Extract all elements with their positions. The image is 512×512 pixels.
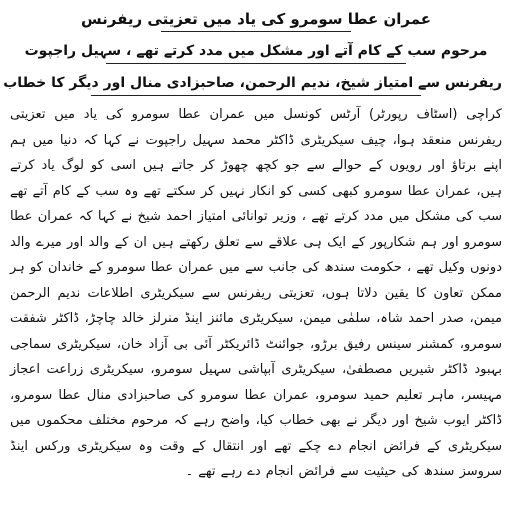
sub-headline-quote: مرحوم سب کے کام آتے اور مشکل میں مدد کرتے تھے ، سہیل راجپوت (24, 43, 488, 59)
article-body: کراچی (اسٹاف رپورٹر) آرٹس کونسل میں عمران عطا سومرو کی یاد میں تعزیتی ریفرنس منعقد ہوا، چیف سیکریٹری ڈاکٹر محمد سہیل راجپوت نے کہا کہ دنیا میں ہم اپنے برتاؤ اور رویوں کے حوالے سے جو کچھ چھوڑ کر جاتے ہیں اسی کو لوگ یاد کرتے ہیں، عمران عطا سومرو کبھی کسی کو انکار نہیں کر سکتے تھے وہ سب کے کام آتے تھے سب کی مشکل میں مدد کرتے تھے ، وزیر توانائی امتیاز احمد شیخ نے کہا کہ عمران عطا سومرو اور ہم شکارپور کے ایک ہی علاقے سے تعلق رکھتے ہیں ان کے والد اور میرے والد دونوں وکیل تھے ، حکومت سندھ کی جانب سے میں عمران عطا سومرو کے خاندان کو ہر ممکن تعاون کا یقین دلاتا ہوں، تعزیتی ریفرنس سے سیکریٹری اطلاعات ندیم الرحمن میمن، صدر احمد شاہ، سلمٰی میمن، سیکریٹری مائنز اینڈ منرلز خالد چاچڑ، ڈاکٹر شفقت سومرو، کمشنر سینس رفیق برڑو، جوائنٹ ڈائریکٹر آئی بی آزاد خان، سیکریٹری سماجی بہبود ڈاکٹر شیریں مصطفیٰ، سیکریٹری آبپاشی سہیل سومرو، سیکریٹری زراعت اعجاز مہیسر، ماہر تعلیم حمید سومرو، عمران عطا سومرو کی صاحبزادی منال عطا سومرو، ڈاکٹر ایوب شیخ اور دیگر نے بھی خطاب کیا، واضح رہے کہ مرحوم مختلف محکموں میں سیکریٹری کے فرائض انجام دے چکے تھے اور انتقال کے وقت وہ سیکریٹری ورکس اینڈ سروسز سندھ کی حیثیت سے فرائض انجام دے رہے تھے ۔ (10, 107, 502, 479)
sub-headline-underline (106, 63, 406, 64)
headline-underline (161, 31, 351, 32)
main-headline: عمران عطا سومرو کی یاد میں تعزیتی ریفرنس (80, 10, 432, 28)
speakers-headline-underline (91, 95, 421, 96)
sub-headline-speakers: ریفرنس سے امتیاز شیخ، ندیم الرحمن، صاحبزادی منال اور دیگر کا خطاب (3, 75, 502, 91)
headline-block (3, 8, 502, 96)
